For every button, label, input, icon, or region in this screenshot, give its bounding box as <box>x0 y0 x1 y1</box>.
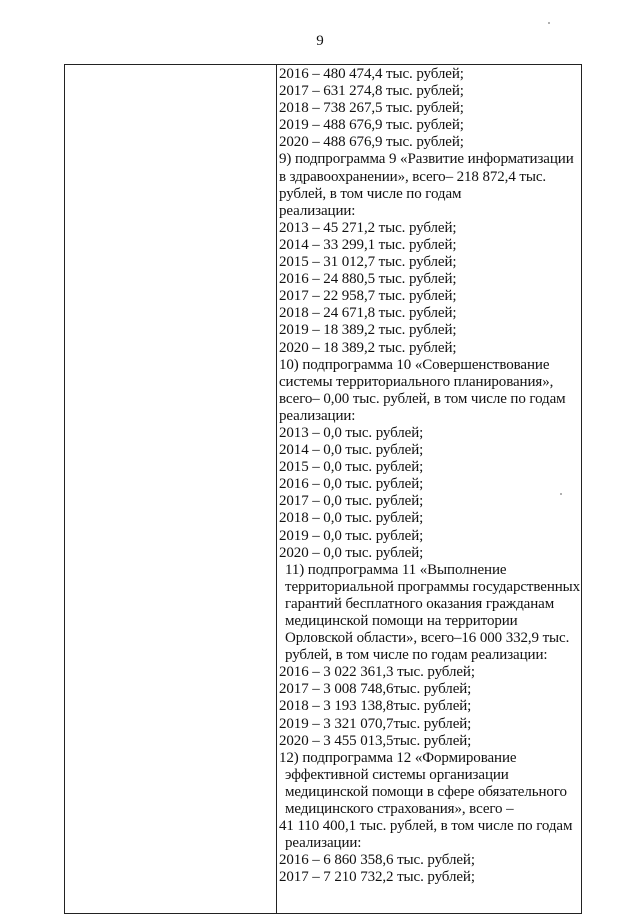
text-line: 2015 – 0,0 тыс. рублей; <box>279 459 424 476</box>
text-line: всего– 0,00 тыс. рублей, в том числе по годам <box>279 390 566 407</box>
text-line: 2020 – 488 676,9 тыс. рублей; <box>279 134 464 151</box>
text-line: территориальной программы государственных <box>285 578 581 595</box>
text-line: 2019 – 3 321 070,7тыс. рублей; <box>279 715 472 732</box>
text-line: 41 110 400,1 тыс. рублей, в том числе по годам <box>279 818 573 835</box>
text-line: 2016 – 480 474,4 тыс. рублей; <box>279 66 464 82</box>
text-line: 2020 – 18 389,2 тыс. рублей; <box>279 339 457 356</box>
text-line: 2013 – 45 271,2 тыс. рублей; <box>279 219 457 236</box>
text-line: 2016 – 3 022 361,3 тыс. рублей; <box>279 664 475 681</box>
text-line: реализации: <box>285 835 362 852</box>
scan-speck <box>548 22 550 24</box>
text-line: 2017 – 3 008 748,6тыс. рублей; <box>279 681 472 698</box>
text-line: 12) подпрограмма 12 «Формирование <box>279 749 517 766</box>
text-line: 2019 – 18 389,2 тыс. рублей; <box>279 322 457 339</box>
text-line: Орловской области», всего–16 000 332,9 тыс. <box>285 630 570 647</box>
table-right-cell <box>279 66 579 887</box>
text-line: 2017 – 7 210 732,2 тыс. рублей; <box>279 869 475 886</box>
text-line: 9) подпрограмма 9 «Развитие информатизации <box>279 151 574 168</box>
text-line: 2015 – 31 012,7 тыс. рублей; <box>279 254 457 271</box>
text-line: 2019 – 488 676,9 тыс. рублей; <box>279 117 464 134</box>
column-divider <box>276 65 277 913</box>
text-line: медицинской помощи на территории <box>285 613 518 629</box>
page-number: 9 <box>316 33 324 49</box>
text-line: 2017 – 631 274,8 тыс. рублей; <box>279 83 464 100</box>
text-line: гарантий бесплатного оказания гражданам <box>285 595 555 612</box>
text-line: 2018 – 0,0 тыс. рублей; <box>279 510 424 527</box>
text-line: 2018 – 738 267,5 тыс. рублей; <box>279 100 464 117</box>
text-line: 2017 – 22 958,7 тыс. рублей; <box>279 288 457 305</box>
document-table <box>64 64 582 914</box>
text-line: 2014 – 0,0 тыс. рублей; <box>279 442 424 459</box>
scan-speck <box>560 493 562 495</box>
text-line: 2018 – 3 193 138,8тыс. рублей; <box>279 698 472 715</box>
text-line: системы территориального планирования», <box>279 373 554 390</box>
text-line: 2016 – 24 880,5 тыс. рублей; <box>279 271 457 288</box>
text-line: 2014 – 33 299,1 тыс. рублей; <box>279 236 457 253</box>
text-line: рублей, в том числе по годам реализации: <box>285 647 548 664</box>
text-line: 2013 – 0,0 тыс. рублей; <box>279 424 424 441</box>
text-line: 2017 – 0,0 тыс. рублей; <box>279 493 424 510</box>
text-line: 2018 – 24 671,8 тыс. рублей; <box>279 305 457 322</box>
text-line: эффективной системы организации <box>285 766 509 783</box>
text-line: реализации: <box>279 407 356 424</box>
text-line: 2016 – 6 860 358,6 тыс. рублей; <box>279 852 475 869</box>
text-line: 2019 – 0,0 тыс. рублей; <box>279 527 424 544</box>
text-line: медицинской помощи в сфере обязательного <box>285 783 567 800</box>
table-left-cell <box>65 65 276 913</box>
text-line: в здравоохранении», всего– 218 872,4 тыс. <box>279 168 547 185</box>
text-line: рублей, в том числе по годам <box>279 185 462 202</box>
text-line: 2016 – 0,0 тыс. рублей; <box>279 476 424 493</box>
text-line: 11) подпрограмма 11 «Выполнение <box>285 561 507 578</box>
text-line: 2020 – 3 455 013,5тыс. рублей; <box>279 732 472 749</box>
text-line: медицинского страхования», всего – <box>285 801 514 818</box>
text-line: 2020 – 0,0 тыс. рублей; <box>279 544 424 561</box>
text-line: 10) подпрограмма 10 «Совершенствование <box>279 356 550 373</box>
text-line: реализации: <box>279 202 356 219</box>
